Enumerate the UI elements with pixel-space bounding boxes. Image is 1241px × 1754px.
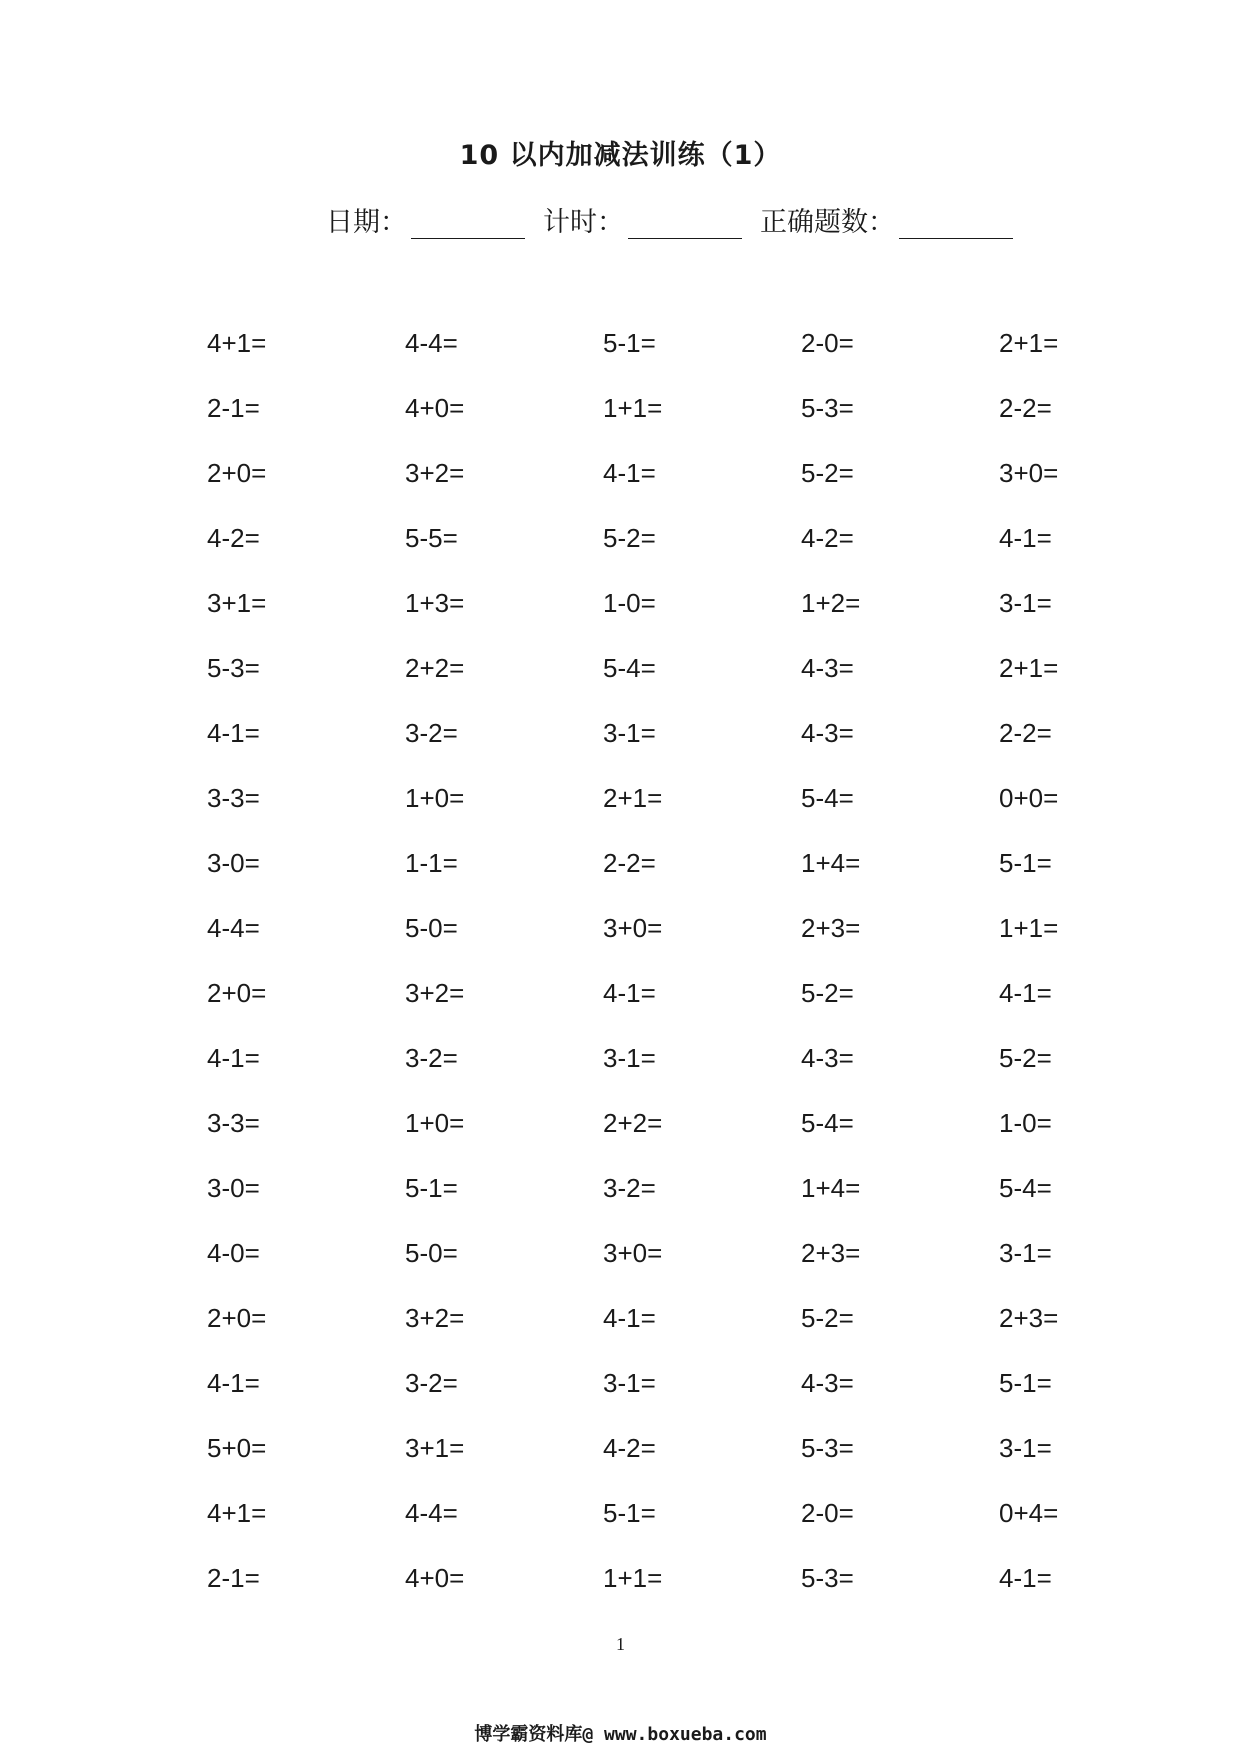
math-problem: 3-0= — [207, 1173, 260, 1203]
math-problem: 5-0= — [405, 1238, 458, 1268]
math-problem: 3+1= — [207, 588, 267, 618]
math-problem: 3-3= — [207, 783, 260, 813]
math-problem: 1+2= — [801, 588, 861, 618]
timer-label: 计时： — [543, 207, 624, 238]
math-problem: 4-3= — [801, 1368, 854, 1398]
math-problem: 3-2= — [405, 1368, 458, 1398]
math-problem: 2+2= — [405, 653, 465, 683]
math-problem: 4-1= — [207, 718, 260, 748]
math-problem: 1+1= — [603, 1563, 663, 1593]
math-problem: 5-5= — [405, 523, 458, 553]
math-problem: 1-0= — [999, 1108, 1052, 1138]
math-problem: 4-3= — [801, 718, 854, 748]
math-problem: 5-2= — [603, 523, 656, 553]
math-problem: 2+3= — [801, 1238, 861, 1268]
math-problem: 3-2= — [405, 718, 458, 748]
math-problem: 5-1= — [999, 848, 1052, 878]
math-problem: 4-3= — [801, 653, 854, 683]
math-problem: 2+0= — [207, 978, 267, 1008]
math-problem: 5-4= — [801, 1108, 854, 1138]
math-problem: 5-3= — [207, 653, 260, 683]
page-number: 1 — [616, 1634, 625, 1654]
math-problem: 5-4= — [999, 1173, 1052, 1203]
math-problem: 1+4= — [801, 1173, 861, 1203]
math-problem: 4-1= — [207, 1043, 260, 1073]
math-problem: 2+3= — [801, 913, 861, 943]
math-problem: 1-0= — [603, 588, 656, 618]
math-problem: 4-0= — [207, 1238, 260, 1268]
math-problem: 4-4= — [405, 328, 458, 358]
math-problem: 3-2= — [603, 1173, 656, 1203]
math-problem: 5+0= — [207, 1433, 267, 1463]
math-problem: 1+0= — [405, 783, 465, 813]
math-problem: 3-2= — [405, 1043, 458, 1073]
page-title: 10 以内加减法训练（1） — [459, 140, 782, 171]
math-problem: 3+2= — [405, 458, 465, 488]
math-problem: 4-2= — [603, 1433, 656, 1463]
math-problem: 3-1= — [603, 718, 656, 748]
math-problem: 3+0= — [999, 458, 1059, 488]
date-label: 日期： — [326, 207, 407, 238]
math-problem: 5-1= — [603, 1498, 656, 1528]
math-problem: 2+1= — [603, 783, 663, 813]
math-problem: 5-1= — [603, 328, 656, 358]
math-problem: 1+1= — [999, 913, 1059, 943]
math-problem: 4+1= — [207, 328, 267, 358]
math-problem: 2+1= — [999, 328, 1059, 358]
math-problem: 4-1= — [603, 978, 656, 1008]
math-problem: 2-2= — [999, 718, 1052, 748]
math-problem: 1+3= — [405, 588, 465, 618]
math-problem: 4-1= — [999, 978, 1052, 1008]
math-problem: 4+0= — [405, 1563, 465, 1593]
math-problem: 2-1= — [207, 1563, 260, 1593]
math-problem: 4-1= — [603, 1303, 656, 1333]
math-problem: 2+3= — [999, 1303, 1059, 1333]
math-problem: 5-2= — [999, 1043, 1052, 1073]
math-problem: 4-1= — [603, 458, 656, 488]
math-problem: 2+1= — [999, 653, 1059, 683]
math-problem: 5-2= — [801, 458, 854, 488]
math-problem: 3-1= — [603, 1043, 656, 1073]
math-problem: 0+4= — [999, 1498, 1059, 1528]
math-problem: 1+4= — [801, 848, 861, 878]
math-problem: 2-1= — [207, 393, 260, 423]
math-problem: 3-0= — [207, 848, 260, 878]
math-problem: 0+0= — [999, 783, 1059, 813]
worksheet-meta — [326, 200, 1013, 239]
math-problem: 5-2= — [801, 978, 854, 1008]
math-problem: 5-3= — [801, 393, 854, 423]
math-problem: 2+2= — [603, 1108, 663, 1138]
math-problem: 3+1= — [405, 1433, 465, 1463]
math-problem: 3+2= — [405, 978, 465, 1008]
math-problem: 4-3= — [801, 1043, 854, 1073]
math-problem: 3-1= — [999, 1238, 1052, 1268]
math-problem: 5-3= — [801, 1433, 854, 1463]
math-problem: 4+1= — [207, 1498, 267, 1528]
math-problem: 4-1= — [207, 1368, 260, 1398]
math-problem: 4-1= — [999, 523, 1052, 553]
math-problem: 5-3= — [801, 1563, 854, 1593]
math-problem: 3-3= — [207, 1108, 260, 1138]
footer-watermark: 博学霸资料库@ www.boxueba.com — [474, 1724, 767, 1745]
date-blank — [411, 208, 525, 239]
math-problem: 4-4= — [207, 913, 260, 943]
math-problem: 3-1= — [999, 588, 1052, 618]
math-problem: 5-4= — [801, 783, 854, 813]
math-problem: 2-0= — [801, 328, 854, 358]
correct-count-label: 正确题数： — [760, 207, 895, 238]
problem-grid — [207, 330, 1197, 1630]
math-problem: 2+0= — [207, 458, 267, 488]
math-problem: 5-4= — [603, 653, 656, 683]
timer-blank — [628, 208, 742, 239]
math-problem: 3+0= — [603, 1238, 663, 1268]
math-problem: 4+0= — [405, 393, 465, 423]
correct-count-blank — [899, 208, 1013, 239]
math-problem: 2-0= — [801, 1498, 854, 1528]
math-problem: 2-2= — [999, 393, 1052, 423]
math-problem: 5-2= — [801, 1303, 854, 1333]
math-problem: 3+0= — [603, 913, 663, 943]
math-problem: 3+2= — [405, 1303, 465, 1333]
math-problem: 5-1= — [405, 1173, 458, 1203]
math-problem: 1+1= — [603, 393, 663, 423]
math-problem: 5-1= — [999, 1368, 1052, 1398]
math-problem: 4-1= — [999, 1563, 1052, 1593]
math-problem: 3-1= — [603, 1368, 656, 1398]
math-problem: 1-1= — [405, 848, 458, 878]
math-problem: 1+0= — [405, 1108, 465, 1138]
math-problem: 4-2= — [207, 523, 260, 553]
math-problem: 4-2= — [801, 523, 854, 553]
math-problem: 2-2= — [603, 848, 656, 878]
math-problem: 2+0= — [207, 1303, 267, 1333]
math-problem: 4-4= — [405, 1498, 458, 1528]
math-problem: 3-1= — [999, 1433, 1052, 1463]
math-problem: 5-0= — [405, 913, 458, 943]
